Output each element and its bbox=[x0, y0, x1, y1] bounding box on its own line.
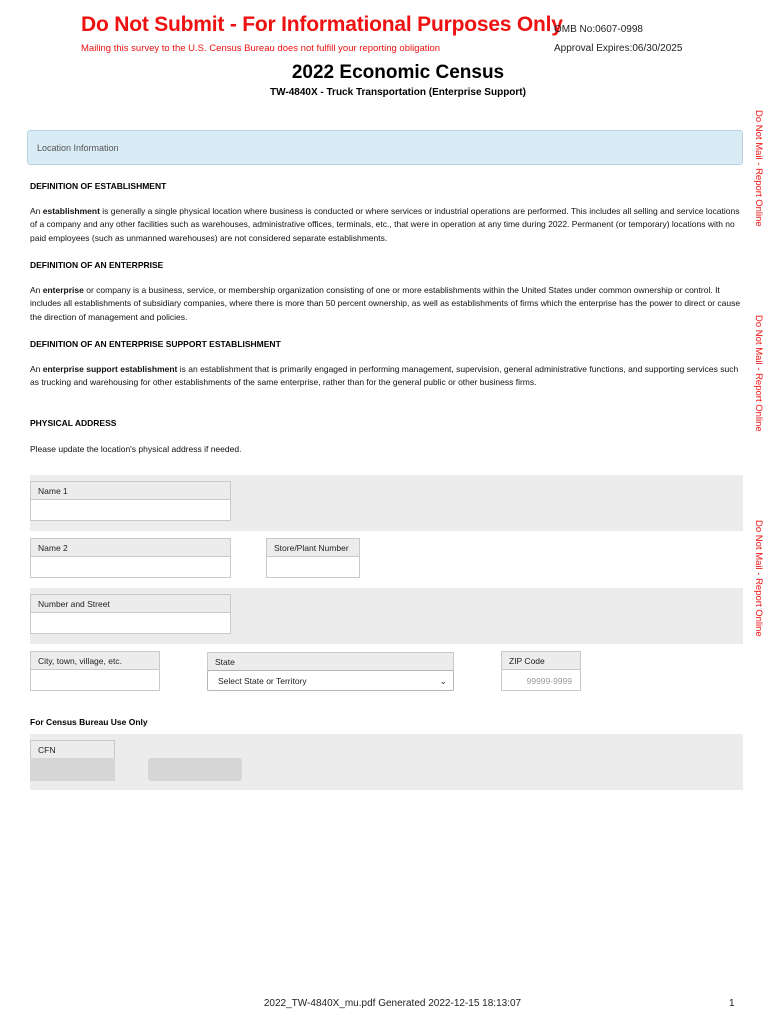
state-label: State bbox=[207, 652, 454, 671]
support-definition-text: An enterprise support establishment is an establishment that is primarily engaged in performing management, supervision, general administrative functions, and supporting services such as trucking and warehousing for other establishments of the same enterprise, rather than for the general public or other business firms. bbox=[30, 364, 739, 388]
cfn-value-box bbox=[30, 758, 115, 781]
warning-subtitle: Mailing this survey to the U.S. Census Bureau does not fulfill your reporting obligation bbox=[81, 43, 441, 54]
city-input[interactable] bbox=[30, 669, 160, 691]
enterprise-definition-text: An enterprise or company is a business, service, or membership organization consisting of one or more establishments within the United States under common ownership or control. It includes all establishments of subsidiary companies, where there is more than 50 percent ownership, as well as establishments of firms which the enterprise has the power to direct or cause the direction of management and policies. bbox=[30, 285, 741, 322]
store-plant-label: Store/Plant Number bbox=[266, 538, 360, 557]
location-information-label: Location Information bbox=[37, 143, 119, 153]
store-plant-input[interactable] bbox=[266, 556, 360, 578]
side-note-do-not-mail: Do Not Mail - Report Online bbox=[753, 315, 764, 432]
state-select-value: Select State or Territory bbox=[218, 676, 307, 686]
page-number: 1 bbox=[729, 998, 735, 1009]
name1-input[interactable] bbox=[30, 499, 231, 521]
city-label: City, town, village, etc. bbox=[30, 651, 160, 670]
omb-number: OMB No:0607-0998 bbox=[554, 24, 643, 35]
enterprise-definition-heading: DEFINITION OF AN ENTERPRISE bbox=[30, 260, 164, 270]
census-use-box bbox=[148, 758, 242, 781]
support-definition-heading: DEFINITION OF AN ENTERPRISE SUPPORT ESTABLISHMENT bbox=[30, 339, 281, 349]
warning-title: Do Not Submit - For Informational Purposes Only bbox=[81, 13, 563, 36]
physical-address-heading: PHYSICAL ADDRESS bbox=[30, 418, 117, 428]
physical-address-instruction: Please update the location's physical address if needed. bbox=[30, 444, 242, 454]
page-title: 2022 Economic Census bbox=[291, 62, 505, 83]
name2-label: Name 2 bbox=[30, 538, 231, 557]
establishment-definition-heading: DEFINITION OF ESTABLISHMENT bbox=[30, 181, 167, 191]
census-use-band bbox=[30, 734, 743, 790]
zip-label: ZIP Code bbox=[501, 651, 581, 670]
zip-input[interactable]: 99999-9999 bbox=[501, 669, 581, 691]
form-subtitle: TW-4840X - Truck Transportation (Enterprise Support) bbox=[270, 87, 526, 98]
chevron-down-icon: ⌄ bbox=[439, 676, 447, 686]
name1-label: Name 1 bbox=[30, 481, 231, 500]
census-use-heading: For Census Bureau Use Only bbox=[30, 717, 148, 727]
establishment-definition-text: An establishment is generally a single physical location where business is conducted or where services or industrial operations are performed. This includes all selling and service locations of a company and any other facilities such as warehouses, administrative offices, terminals, etc., that were in operation at any time during 2022. Permanent (or temporary) locations with no paid employees (such as unmanned warehouses) are not considered separate establishments. bbox=[30, 206, 740, 243]
cfn-label: CFN bbox=[30, 740, 115, 759]
street-input[interactable] bbox=[30, 612, 231, 634]
side-note-do-not-mail: Do Not Mail - Report Online bbox=[753, 520, 764, 637]
name2-input[interactable] bbox=[30, 556, 231, 578]
approval-expiry: Approval Expires:06/30/2025 bbox=[554, 43, 683, 54]
location-information-banner bbox=[27, 130, 743, 165]
footer-generated: 2022_TW-4840X_mu.pdf Generated 2022-12-15 18:13:07 bbox=[263, 998, 522, 1009]
side-note-do-not-mail: Do Not Mail - Report Online bbox=[753, 110, 764, 227]
street-label: Number and Street bbox=[30, 594, 231, 613]
state-select[interactable] bbox=[207, 670, 454, 691]
